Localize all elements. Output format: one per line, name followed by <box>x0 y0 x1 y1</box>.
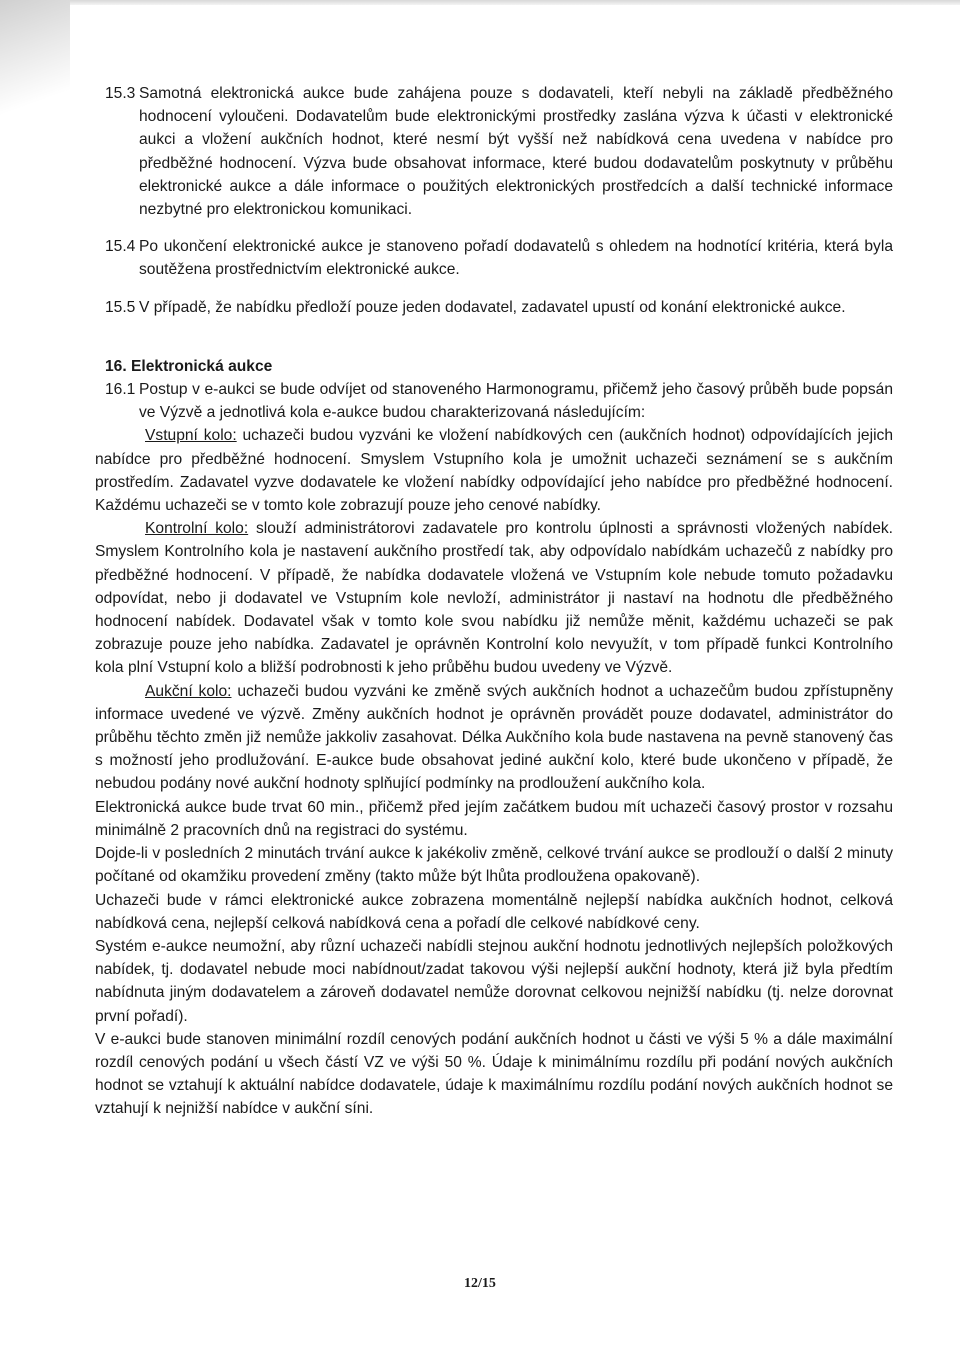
scan-shadow-corner <box>0 0 70 140</box>
section-15-3 <box>93 82 893 221</box>
section-15-5 <box>93 296 893 319</box>
heading-number: 16. <box>105 357 127 375</box>
section-intro: Postup v e-aukci se bude odvíjet od stanoveného Harmonogramu, přičemž jeho časový průběh bude popsán ve Výzvě a jednotlivá kola e-aukce budou charakterizovaná následujícím: <box>139 381 893 422</box>
document-page <box>93 82 893 1121</box>
vstupni-kolo-paragraph <box>93 424 893 517</box>
kontrolni-kolo-paragraph <box>93 517 893 679</box>
vstupni-kolo-label: Vstupní kolo: <box>145 427 237 445</box>
section-16-heading <box>93 355 893 378</box>
scan-edge-top <box>0 0 960 5</box>
system-paragraph: Systém e-aukce neumožní, aby různí uchazeči nabídli stejnou aukční hodnotu jednotlivých nejlepších položkových nabídek, tj. dodavatel nebude moci nabídnout/zadat takovou výši nejlepší aukční hodnoty, která již byla předtím nabídnuta jiným dodavatelem a zároveň dodavatel nemůže dorovnat celkovou nejnižší nabídku (tj. nelze dorovnat první pořadí). <box>95 937 893 1025</box>
aukcni-kolo-label: Aukční kolo: <box>145 682 232 700</box>
section-text: Po ukončení elektronické aukce je stanoveno pořadí dodavatelů s ohledem na hodnotící kritéria, která byla soutěžena prostřednictvím elektronické aukce. <box>139 238 893 279</box>
kontrolni-kolo-text: slouží administrátorovi zadavatele pro kontrolu úplnosti a správnosti vložených nabídek. Smyslem Kontrolního kola je nastavení aukčního prostředí tak, aby odpovídalo nabídkám uchazečů z nabídky pro předběžné hodnocení. V případě, že nabídka dodavatele vložená ve Vstupním kole nebude tomuto požadavku odpovídat, nebo ji dodavatel ve Vstupním kole nevloží, administrátor ji nastaví na hodnotu dle předběžného hodnocení nabídek. Dodavatel však v tomto kole svou nabídku již nemůže měnit, každému uchazeči se pak zobrazuje pouze jeho nabídka. Zadavatel je oprávněn Kontrolní kolo nevyužít, v tom případě funkci Kontrolního kola plní Vstupní kolo a bližší podrobnosti k jeho průběhu budou uvedeny ve Výzvě. <box>95 520 893 677</box>
section-number: 15.5 <box>105 298 136 316</box>
section-number: 15.3 <box>105 85 136 102</box>
section-16-1 <box>93 378 893 424</box>
minimum-difference-paragraph: V e-aukci bude stanoven minimální rozdíl cenových podání aukčních hodnot u části ve výši 5 % a dále maximální rozdíl cenových podání u všech částí VZ ve výši 50 %. Údaje k minimálnímu rozdílu při podání nových aukčních hodnot se vztahují k aktuální nabídce dodavatele, údaje k maximálnímu rozdílu podání nových aukčních hodnot se vztahují k nejnižší nabídce v aukční síni. <box>95 1030 893 1118</box>
heading-title: Elektronická aukce <box>131 357 273 375</box>
section-number: 16.1 <box>105 381 136 399</box>
aukcni-kolo-paragraph <box>93 680 893 796</box>
page-number: 12/15 <box>464 1276 496 1291</box>
display-paragraph: Uchazeči bude v rámci elektronické aukce zobrazena momentálně nejlepší nabídka aukčních hodnot, celková nabídková cena, nejlepší celková nabídková cena a pořadí dle celkové nabídkové ceny. <box>95 891 893 932</box>
duration-paragraph: Elektronická aukce bude trvat 60 min., přičemž před jejím začátkem budou mít uchazeči časový prostor v rozsahu minimálně 2 pracovních dnů na registraci do systému. <box>95 798 893 839</box>
section-number: 15.4 <box>105 238 136 256</box>
section-15-4 <box>93 235 893 281</box>
section-text: V případě, že nabídku předloží pouze jeden dodavatel, zadavatel upustí od konání elektronické aukce. <box>139 298 846 316</box>
vstupni-kolo-text: uchazeči budou vyzváni ke vložení nabídkových cen (aukčních hodnot) odpovídajících jejich nabídce pro předběžné hodnocení. Smyslem Vstupního kola je umožnit uchazeči seznámení se s aukčním prostředím. Zadavatel vyzve dodavatele ke vložení nabídky odpovídající jeho nabídce pro předběžné hodnocení. Každému uchazeči se v tomto kole zobrazují pouze jeho cenové nabídky. <box>95 427 893 515</box>
section-text: Samotná elektronická aukce bude zahájena pouze s dodavateli, kteří nebyli na základě předběžného hodnocení vyloučeni. Dodavatelům bude elektronickými prostředky zaslána výzva k účasti v elektronické aukci a vložení aukčních hodnot, které nesmí být vyšší než nabídková cena uvedena v nabídce pro předběžné hodnocení. Výzva bude obsahovat informace, které budou dodavatelům poskytnuty v průběhu elektronické aukce a dále informace o použitých elektronických prostředcích a další technické informace nezbytné pro elektronickou komunikaci. <box>139 85 893 219</box>
kontrolni-kolo-label: Kontrolní kolo: <box>145 520 249 538</box>
aukcni-kolo-text: uchazeči budou vyzváni ke změně svých aukčních hodnot a uchazečům budou zpřístupněny informace uvedené ve výzvě. Změny aukčních hodnot je oprávněn provádět pouze dodavatel, administrátor do průběhu těchto změn již nemůže jakkoliv zasahovat. Délka Aukčního kola bude nastavena na pevně stanovený čas s možností jeho prodlužování. E-aukce bude obsahovat jediné aukční kolo, které bude ukončeno v případě, že nebudou podány nové aukční hodnoty splňující podmínky na prodloužení aukčního kola. <box>95 682 893 793</box>
extension-paragraph: Dojde-li v posledních 2 minutách trvání aukce k jakékoliv změně, celkové trvání aukce se prodlouží o další 2 minuty počítané od okamžiku provedení změny (takto může být lhůta prodloužena opakovaně). <box>95 845 893 886</box>
